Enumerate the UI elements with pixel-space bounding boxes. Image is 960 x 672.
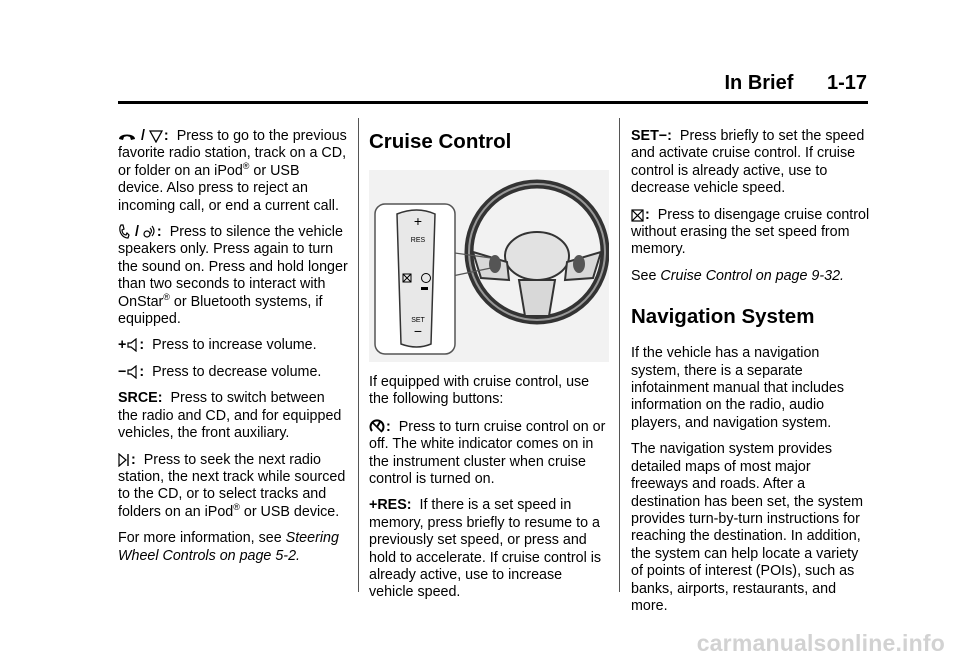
cruise-control-heading: Cruise Control: [369, 130, 512, 153]
paragraph-set: SET−: Press briefly to set the speed and activate cruise control. If cruise control is already active, use to decrease vehicle speed.: [631, 128, 865, 197]
res-label: RES: [410, 237, 426, 244]
column-divider-right: [619, 118, 620, 592]
volume-icon: [126, 338, 138, 352]
paragraph-seek: : Press to seek the next radio station, the next track while sourced to the CD, or to select tracks and folders on an iPod® or USB device.: [118, 451, 346, 520]
header-rule: [118, 101, 868, 104]
phone-mute-icon: [118, 224, 130, 239]
left-column: [118, 128, 348, 574]
steering-wheel-illustration: [369, 170, 609, 362]
cruise-control-link[interactable]: Cruise Control on page 9-32.: [660, 267, 845, 284]
voice-icon: [143, 224, 156, 239]
cruise-on-off-icon: [369, 418, 385, 434]
paragraph-cruise-on-off: : Press to turn cruise control on or off. The white indicator comes on in the instrument cluster when cruise control is turned on.: [369, 418, 606, 488]
paragraph-vol-down: − : Press to decrease volume.: [118, 363, 322, 380]
column-divider-left: [358, 118, 359, 592]
watermark: carmanualsonline.info: [696, 630, 945, 656]
paragraph-mute: / : Press to silence the vehicle speakers only. Press again to turn the sound on. Press and hold longer than two seconds to interact with OnStar® or Bluetooth systems, if equipped.: [118, 224, 348, 328]
paragraph-cancel: : Press to disengage cruise control without erasing the set speed from memory.: [631, 206, 870, 258]
cancel-icon: [631, 209, 644, 222]
cruise-intro: If equipped with cruise control, use the following buttons:: [369, 374, 590, 408]
page-header: [0, 72, 867, 95]
seek-icon: [118, 453, 130, 467]
phone-end-icon: [118, 130, 136, 143]
paragraph-srce: SRCE: Press to switch between the radio and CD, and for equipped vehicles, the front auxiliary.: [118, 390, 342, 442]
navigation-system-heading: Navigation System: [631, 305, 815, 329]
page-number: 1-17: [826, 72, 867, 94]
paragraph-see-cruise: See Cruise Control on page 9-32.: [631, 267, 845, 284]
paragraph-vol-up: + : Press to increase volume.: [118, 337, 317, 354]
right-column: [631, 128, 871, 624]
svg-text:−: −: [413, 323, 423, 339]
navigation-paragraph-1: If the vehicle has a navigation system, there is a separate infotainment manual that includes information on the radio, audio players, and navigation system.: [631, 345, 844, 431]
set-label: SET: [411, 317, 425, 324]
triangle-down-icon: [149, 130, 163, 143]
paragraph-res: +RES: If there is a set speed in memory, press briefly to resume to a previously set speed, or press and hold to accelerate. If cruise control is already active, use to increase vehicle speed.: [369, 497, 602, 601]
paragraph-prev: / : Press to go to the previous favorite radio station, track on a CD, or folder on an iPod® or USB device. Also press to reject an incoming call, or end a current call.: [118, 128, 347, 214]
steering-wheel-controls-link[interactable]: Steering Wheel Controls on page 5-2.: [118, 530, 339, 564]
middle-column: [369, 128, 609, 611]
volume-icon: [126, 365, 138, 379]
steering-wheel-figure: [369, 170, 609, 362]
navigation-paragraph-2: The navigation system provides detailed maps of most major freeways and roads. After a destination has been set, the system provides turn-by-turn instructions for reaching the destination. In addition, the system can help locate a variety of points of interest (POIs), such as banks, airports, restaurants, and more.: [631, 441, 864, 614]
svg-text:+: +: [413, 213, 423, 229]
section-title: In Brief: [724, 72, 794, 94]
paragraph-more-info: For more information, see Steering Wheel Controls on page 5-2.: [118, 530, 339, 564]
